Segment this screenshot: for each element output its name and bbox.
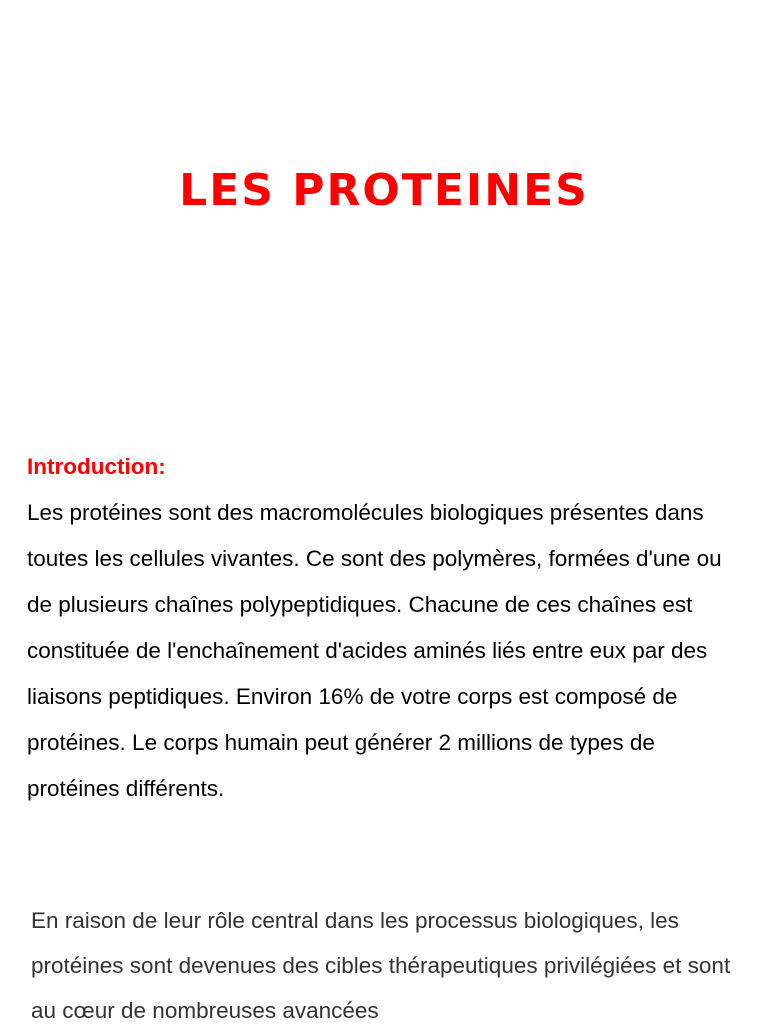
- second-paragraph: En raison de leur rôle central dans les processus biologiques, les protéines sont devenues des cibles thérapeutiques privilégiées et sont au cœur de nombreuses avancées: [31, 908, 731, 1023]
- page-title: LES PROTEINES: [179, 165, 589, 216]
- introduction-paragraph: Les protéines sont des macromolécules biologiques présentes dans toutes les cellules vivantes. Ce sont des polymères, formées d'une ou de plusieurs chaînes polypeptidiques. Chacune de ces chaînes est constituée de l'enchaînement d'acides aminés liés entre eux par des liaisons peptidiques. Environ 16% de votre corps est composé de protéines. Le corps humain peut générer 2 millions de types de protéines différents.: [27, 500, 722, 801]
- introduction-section: [27, 444, 752, 812]
- introduction-label: Introduction:: [27, 454, 166, 479]
